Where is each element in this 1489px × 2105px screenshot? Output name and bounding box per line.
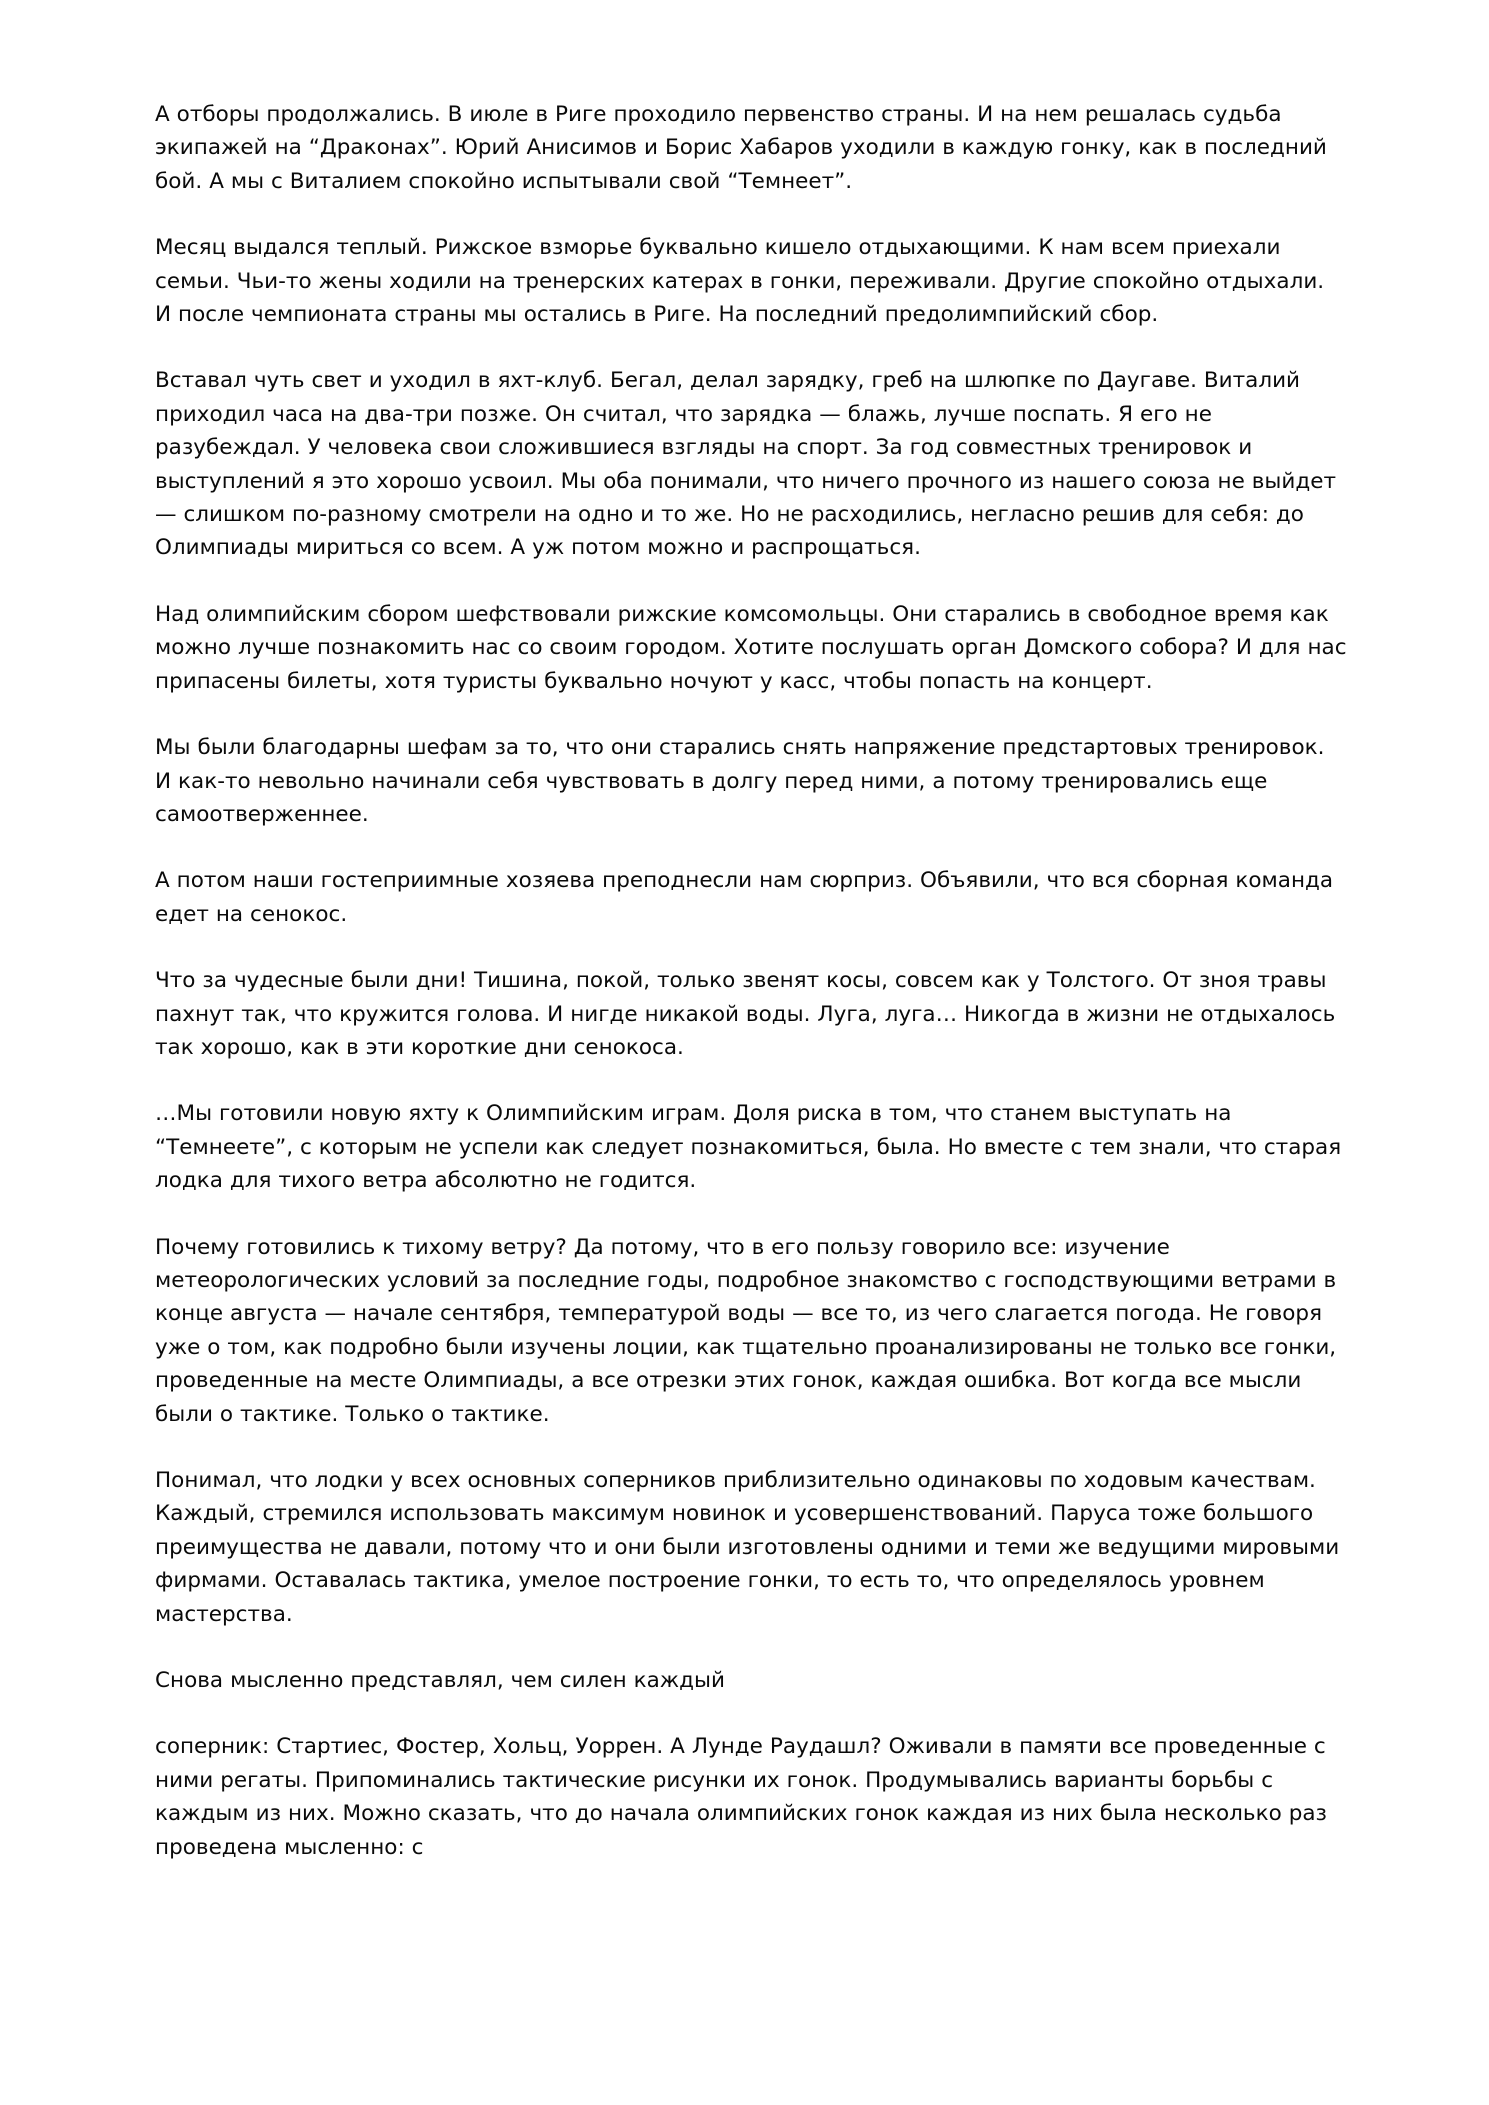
paragraph: …Мы готовили новую яхту к Олимпийским играм. Доля риска в том, что станем выступать на “Темнеете”, с которым не успели как следует познакомиться, была. Но вместе с тем знали, что старая лодка для тихого ветра абсолютно не годится. <box>155 1101 1349 1194</box>
paragraph: Вставал чуть свет и уходил в яхт-клуб. Бегал, делал зарядку, греб на шлюпке по Даугаве. Виталий приходил часа на два-три позже. Он считал, что зарядка — блажь, лучше поспать. Я его не разубеждал. У человека свои сложившиеся взгляды на спорт. За год совместных тренировок и выступлений я это хорошо усвоил. Мы оба понимали, что ничего прочного из нашего союза не выйдет — слишком по-разному смотрели на одно и то же. Но не расходились, негласно решив для себя: до Олимпиады мириться со всем. А уж потом можно и распрощаться. <box>155 368 1343 561</box>
paragraph: А отборы продолжались. В июле в Риге проходило первенство страны. И на нем решалась судьба экипажей на “Драконах”. Юрий Анисимов и Борис Хабаров уходили в каждую гонку, как в последний бой. А мы с Виталием спокойно испытывали свой “Темнеет”. <box>155 102 1334 194</box>
paragraph: Снова мысленно представлял, чем силен каждый <box>155 1668 725 1694</box>
paragraph: Что за чудесные были дни! Тишина, покой, только звенят косы, совсем как у Толстого. От зноя травы пахнут так, что кружится голова. И нигде никакой воды. Луга, луга… Никогда в жизни не отдыхалось так хорошо, как в эти короткие дни сенокоса. <box>155 968 1343 1060</box>
text-column <box>155 98 1354 1864</box>
paragraph: Понимал, что лодки у всех основных соперников приблизительно одинаковы по ходовым качествам. Каждый, стремился использовать максимум новинок и усовершенствований. Паруса тоже большого преимущества не давали, потому что и они были изготовлены одними и теми же ведущими мировыми фирмами. Оставалась тактика, умелое построение гонки, то есть то, что определялось уровнем мастерства. <box>155 1468 1347 1627</box>
paragraph: Над олимпийским сбором шефствовали рижские комсомольцы. Они старались в свободное время как можно лучше познакомить нас со своим городом. Хотите послушать орган Домского собора? И для нас припасены билеты, хотя туристы буквально ночуют у касс, чтобы попасть на концерт. <box>155 601 1354 694</box>
paragraph: А потом наши гостеприимные хозяева преподнесли нам сюрприз. Объявили, что вся сборная команда едет на сенокос. <box>155 868 1341 927</box>
paragraph: соперник: Стартиес, Фостер, Хольц, Уоррен. А Лунде Раудашл? Оживали в памяти все проведенные с ними регаты. Припоминались тактические рисунки их гонок. Продумывались варианты борьбы с каждым из них. Можно сказать, что до начала олимпийских гонок каждая из них была несколько раз проведена мысленно: с <box>155 1734 1334 1860</box>
paragraph: Мы были благодарны шефам за то, что они старались снять напряжение предстартовых тренировок. И как-то невольно начинали себя чувствовать в долгу перед ними, а потому тренировались еще самоотверженнее. <box>155 735 1332 827</box>
paragraph: Почему готовились к тихому ветру? Да потому, что в его пользу говорило все: изучение метеорологических условий за последние годы, подробное знакомство с господствующими ветрами в конце августа — начале сентября, температурой воды — все то, из чего слагается погода. Не говоря уже о том, как подробно были изучены лоции, как тщательно проанализированы не только все гонки, проведенные на месте Олимпиады, а все отрезки этих гонок, каждая ошибка. Вот когда все мысли были о тактике. Только о тактике. <box>155 1234 1344 1427</box>
paragraph: Месяц выдался теплый. Рижское взморье буквально кишело отдыхающими. К нам всем приехали семьи. Чьи-то жены ходили на тренерских катерах в гонки, переживали. Другие спокойно отдыхали. И после чемпионата страны мы остались в Риге. На последний предолимпийский сбор. <box>155 235 1332 328</box>
